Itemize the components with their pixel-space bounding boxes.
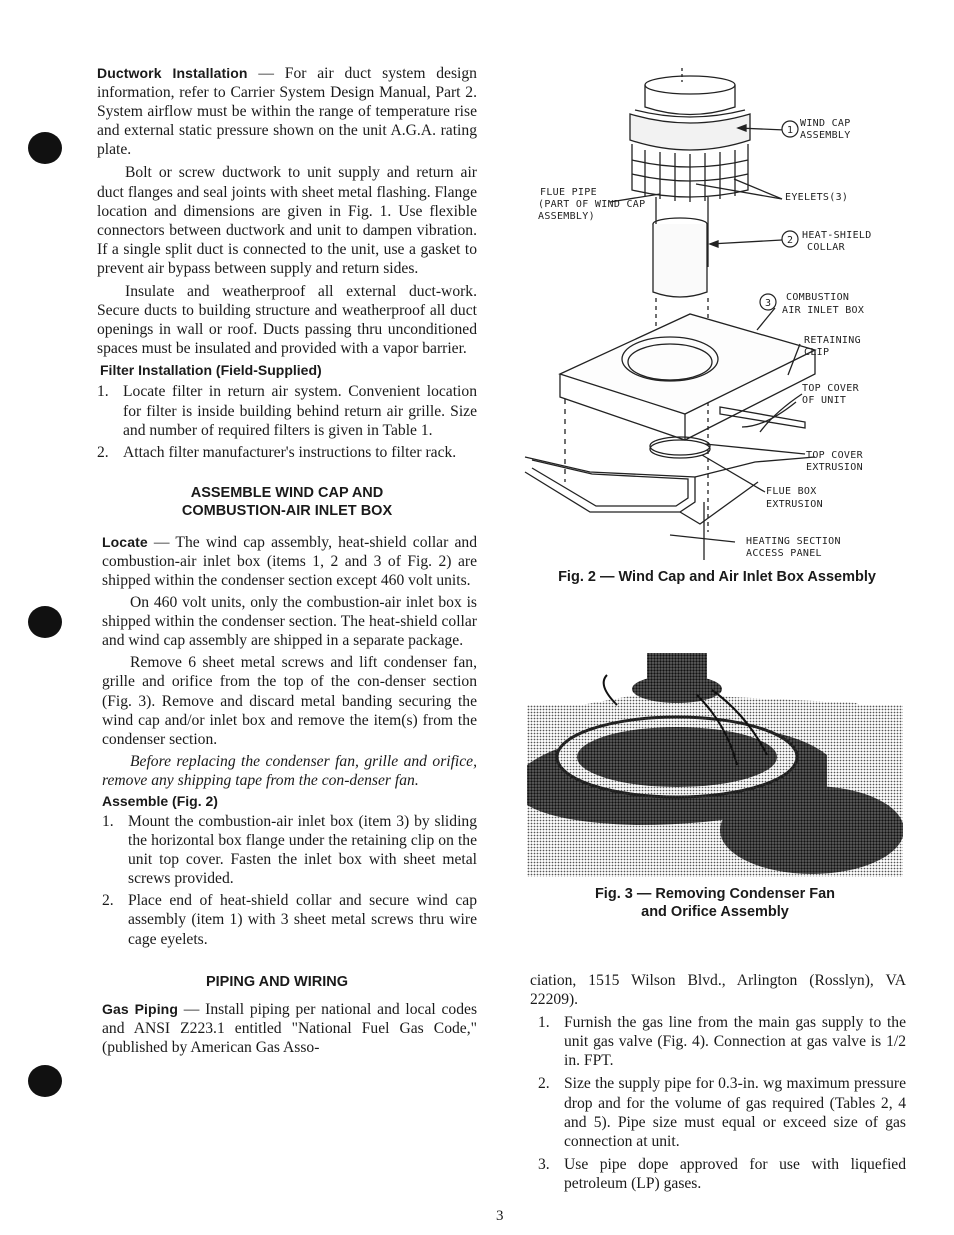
filter-steps [97, 382, 477, 461]
label-heat-shield: HEAT-SHIELD [802, 230, 872, 241]
assemble-heading: Assemble (Fig. 2) [102, 793, 218, 809]
filter-heading: Filter Installation (Field-Supplied) [100, 362, 322, 379]
left-column [97, 64, 477, 1057]
label-top-cover-extrusion-2: EXTRUSION [806, 462, 863, 473]
label-wind-cap: WIND CAP [800, 118, 851, 129]
condenser-opening [720, 786, 903, 874]
ductwork-paragraph-3: Insulate and weatherproof all external duct-work. Secure ducts to building structure and weatherproof all duct openings in wall or roof. Ducts passing thru unconditioned spaces must be insulated and provided with a vapor barrier. [97, 283, 477, 358]
locate-paragraph: Locate — The wind cap assembly, heat-shield collar and combustion-air inlet box (items 1, 2 and 3 of Fig. 2) are shipped within the condenser section except 460 volt units. [102, 533, 477, 589]
binder-hole-2 [28, 606, 62, 638]
gas-piping-paragraph: Gas Piping — Install piping per national and local codes and ANSI Z223.1 entitled "National Fuel Gas Code," (published by American Gas Asso- [102, 1001, 478, 1057]
ductwork-paragraph: Ductwork Installation — For air duct system design information, refer to Carrier System Design Manual, Part 2. System airflow must be within the range of temperature rise and external static pressure shown on the unit A.G.A. rating plate. [97, 65, 477, 159]
callout-1-number: 1 [787, 125, 794, 136]
label-wind-cap-2: ASSEMBLY [800, 130, 851, 141]
callout-3-number: 3 [765, 298, 772, 309]
label-flue-pipe: FLUE PIPE [540, 187, 597, 198]
page-number: 3 [496, 1208, 504, 1224]
callout-2-number: 2 [787, 235, 794, 246]
label-combustion-2: AIR INLET BOX [782, 305, 865, 316]
heat-shield-collar [653, 224, 707, 297]
filter-step: 2. Attach filter manufacturer's instructions to filter rack. [97, 443, 457, 461]
filter-step: 1. Locate filter in return air system. Convenient location for filter is inside building behind return air grille. Size and number of required filters is given in Table 1. [97, 383, 477, 439]
gas-piping-continuation: ciation, 1515 Wilson Blvd., Arlington (Rosslyn), VA 22209). [530, 972, 906, 1009]
piping-heading: PIPING AND WIRING [205, 973, 349, 990]
label-retaining-2: CLIP [804, 347, 830, 358]
label-eyelets: EYELETS(3) [785, 192, 849, 203]
fig3-photo [527, 645, 903, 877]
shipping-tape-note: Before replacing the condenser fan, grille and orifice, remove any shipping tape from the con-denser fan. [102, 752, 477, 789]
label-flue-pipe-3: ASSEMBLY) [538, 211, 595, 222]
ductwork-paragraph-2: Bolt or screw ductwork to unit supply and return air duct flanges and seal joints with sheet metal flashing. Flange location and dimensions are given in Fig. 1. Use flexible connectors between ductwork and unit to dampen vibration. If a single split duct is connected to the unit, use a gasket to prevent air bypass between supply and return sides. [97, 164, 477, 277]
inlet-box-top [560, 314, 815, 414]
locate-paragraph-2: On 460 volt units, only the combustion-air inlet box is shipped within the condenser section. The heat-shield collar and wind cap assembly are shipped in a separate package. [102, 594, 477, 650]
label-combustion: COMBUSTION [786, 292, 850, 303]
label-top-cover: TOP COVER [802, 383, 859, 394]
wind-cap-body [630, 114, 750, 150]
label-top-cover-2: OF UNIT [802, 395, 847, 406]
assemble-step: 1. Mount the combustion-air inlet box (item 3) by sliding the horizontal box flange under the retaining clip on the unit top cover. Fasten the inlet box with sheet metal screws provided. [102, 813, 477, 888]
label-flue-pipe-2: (PART OF WIND CAP [538, 199, 646, 210]
fig2-diagram [520, 62, 920, 567]
gas-piping-step: 2. Size the supply pipe for 0.3-in. wg maximum pressure drop and for the volume of gas required (Tables 2, 4 and 5). Pipe size must equal or exceed size of gas connection at unit. [538, 1075, 906, 1150]
label-heating-section: HEATING SECTION [746, 536, 841, 547]
gas-piping-steps [538, 1013, 906, 1193]
label-flue-box: FLUE BOX [766, 486, 817, 497]
label-retaining: RETAINING [804, 335, 861, 346]
binder-hole-1 [28, 132, 62, 164]
label-heating-section-2: ACCESS PANEL [746, 548, 822, 559]
label-heat-shield-2: COLLAR [807, 242, 845, 253]
assemble-section-heading: ASSEMBLE WIND CAP AND COMBUSTION-AIR INLET BOX [181, 484, 393, 520]
gas-piping-heading: Gas Piping [102, 1001, 178, 1018]
binder-hole-3 [28, 1065, 62, 1097]
wind-cap-top [645, 76, 735, 94]
gas-piping-step: 1. Furnish the gas line from the main gas supply to the unit gas valve (Fig. 4). Connection at gas valve is 1/2 in. FPT. [538, 1014, 906, 1070]
label-top-cover-extrusion: TOP COVER [806, 450, 863, 461]
assemble-step: 2. Place end of heat-shield collar and secure wind cap assembly (item 1) with 3 sheet metal screws thru wire cage eyelets. [102, 892, 477, 948]
gas-piping-step: 3. Use pipe dope approved for use with liquefied petroleum (LP) gases. [538, 1155, 906, 1192]
ductwork-heading: Ductwork Installation [97, 65, 248, 81]
fig3-caption: Fig. 3 — Removing Condenser Fan and Orifice Assembly [594, 886, 836, 920]
locate-heading: Locate [102, 533, 148, 550]
label-flue-box-2: EXTRUSION [766, 499, 823, 510]
locate-paragraph-3: Remove 6 sheet metal screws and lift condenser fan, grille and orifice from the top of the con-denser section (Fig. 3). Remove and discard metal banding securing the wind cap and/or inlet box and remove the item(s) from the condenser section. [102, 654, 477, 748]
fig2-caption: Fig. 2 — Wind Cap and Air Inlet Box Assembly [558, 569, 876, 585]
right-column-text [530, 971, 906, 1193]
assemble-steps [102, 812, 477, 949]
